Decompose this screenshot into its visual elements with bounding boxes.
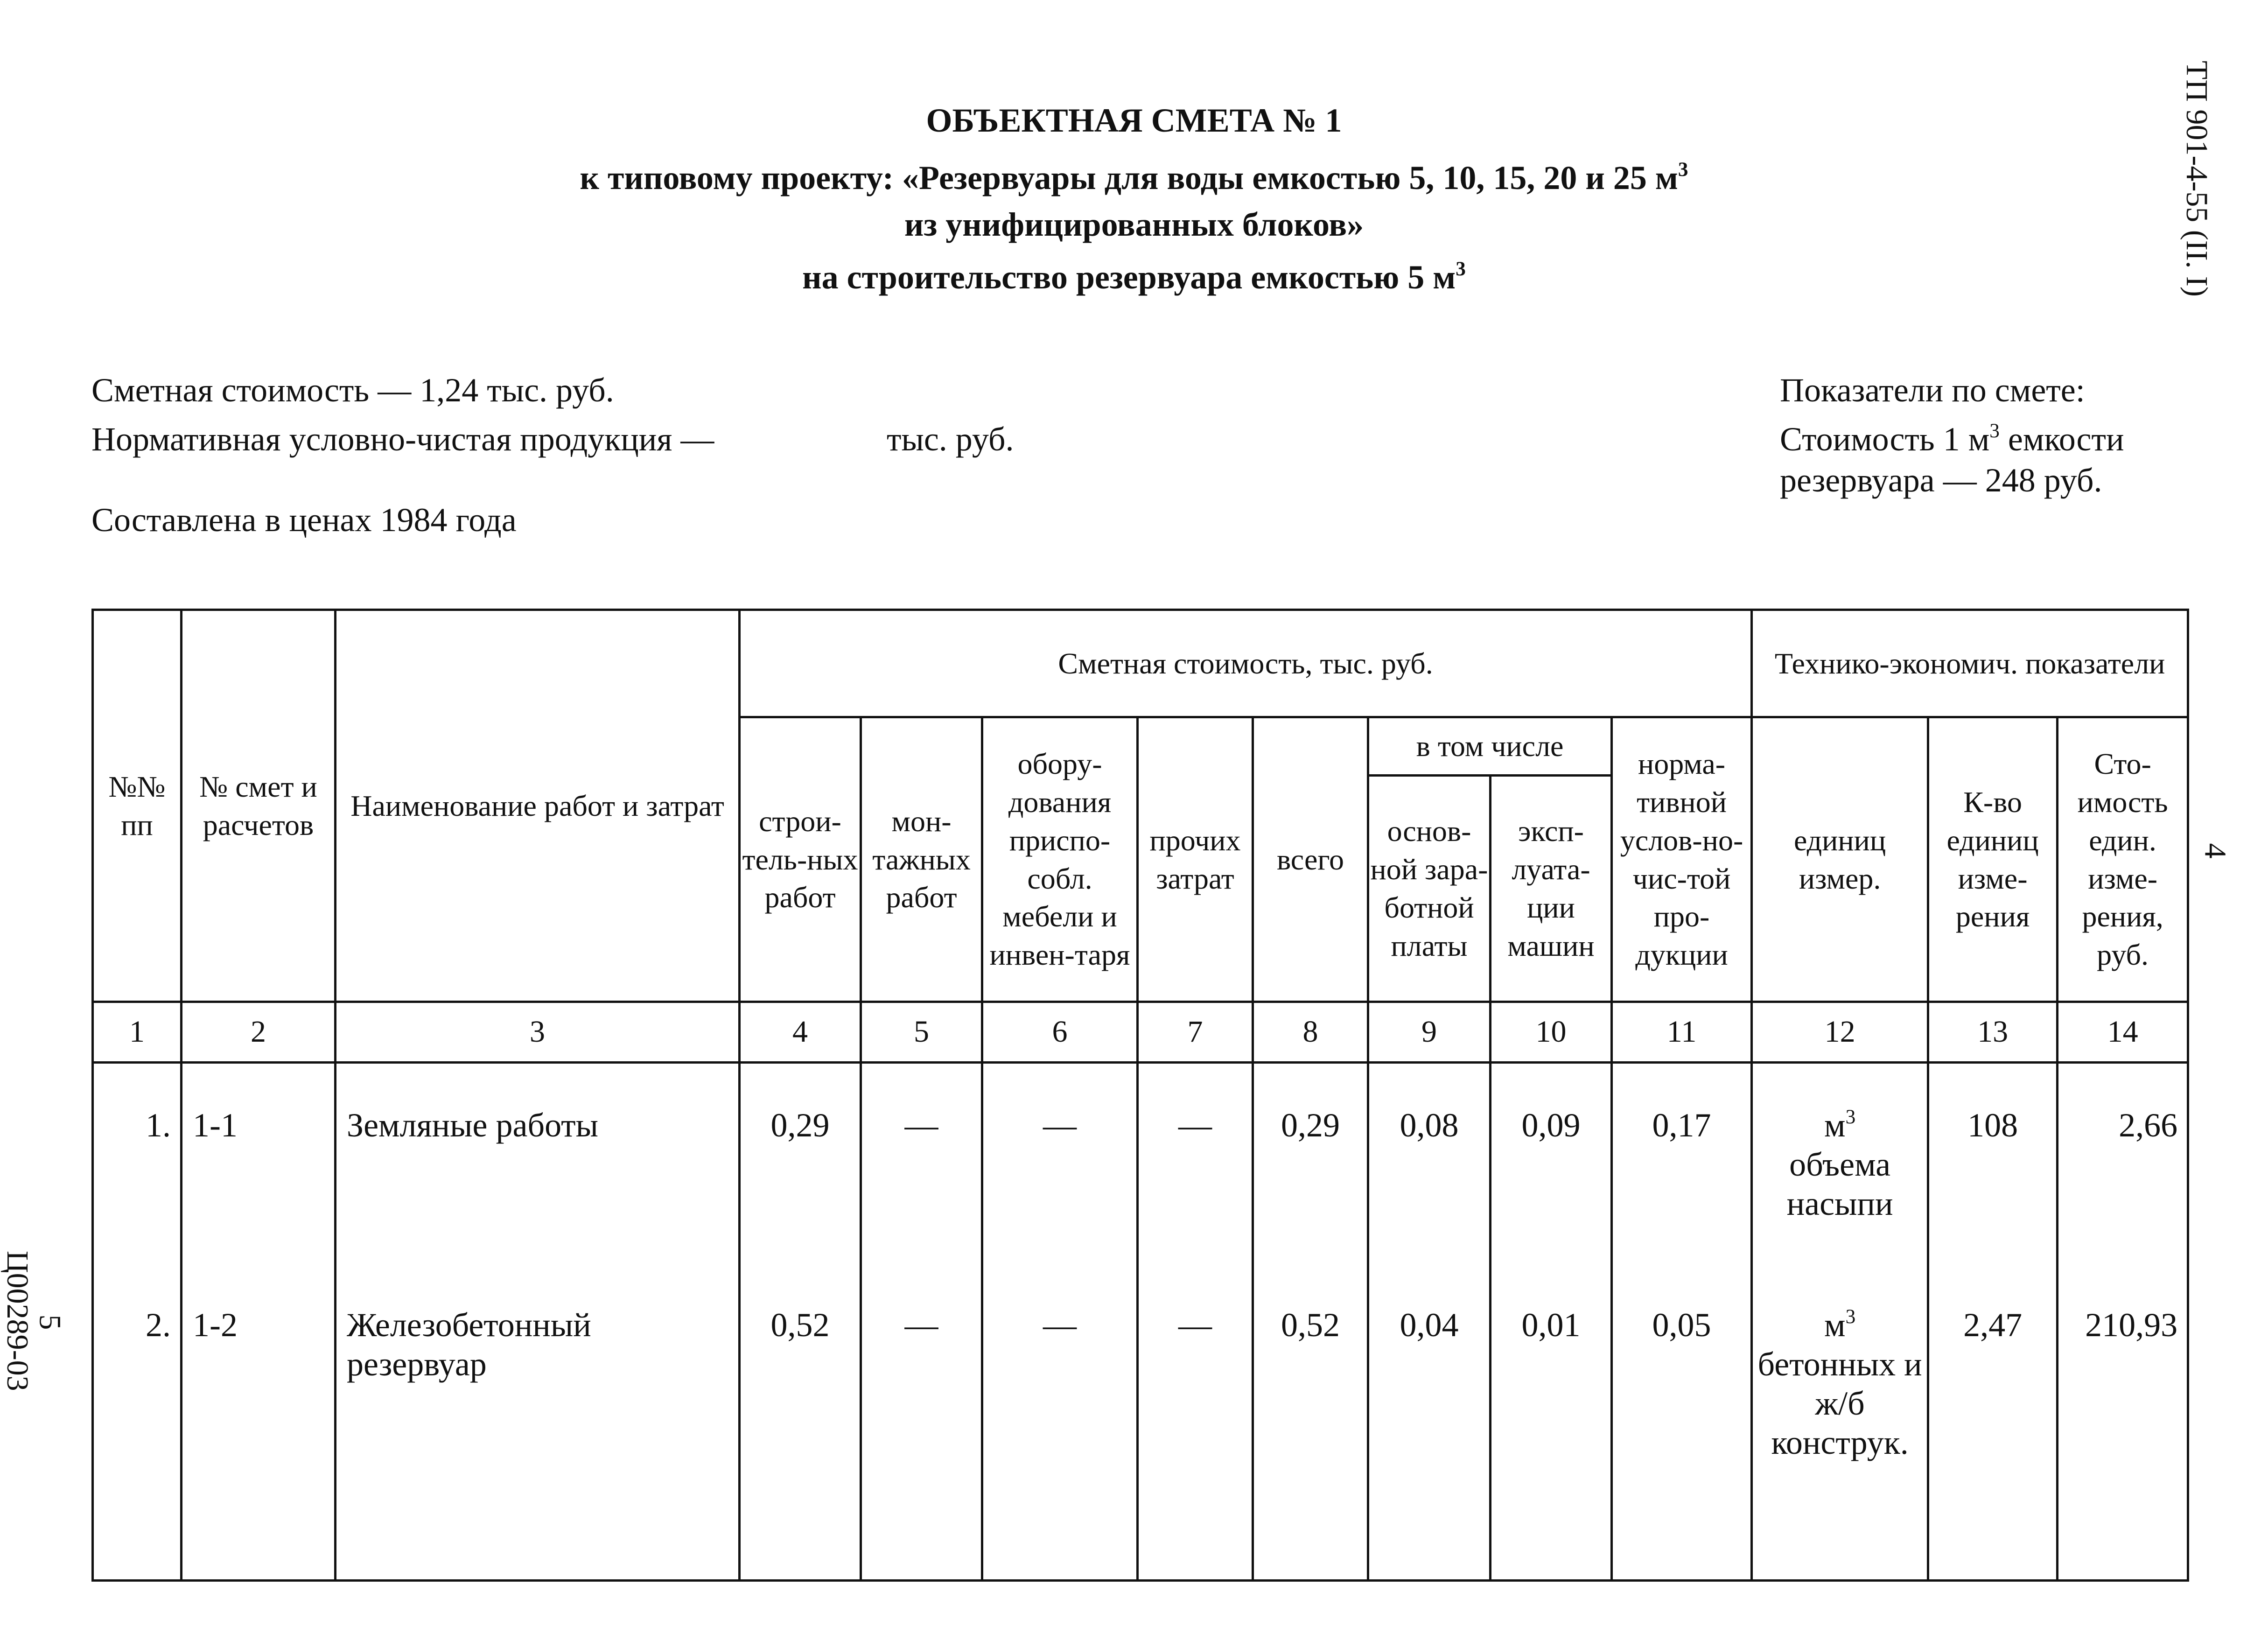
normative-unit: тыс. руб. bbox=[887, 421, 1014, 458]
row-number: 1. bbox=[93, 1063, 182, 1263]
column-number: 14 bbox=[2058, 1002, 2188, 1063]
row-other: — bbox=[1138, 1063, 1253, 1263]
col-header-total: всего bbox=[1253, 717, 1368, 1002]
row-wages: 0,08 bbox=[1368, 1063, 1491, 1263]
column-number: 11 bbox=[1612, 1002, 1752, 1063]
row-unit-cost: 2,66 bbox=[2058, 1063, 2188, 1263]
row-machines: 0,09 bbox=[1491, 1063, 1612, 1263]
col-header-unit: единиц измер. bbox=[1752, 717, 1928, 1002]
row-total: 0,29 bbox=[1253, 1063, 1368, 1263]
column-number: 1 bbox=[93, 1002, 182, 1063]
col-header-number: №№ пп bbox=[93, 610, 182, 1002]
row-mounting: — bbox=[861, 1263, 982, 1581]
column-number: 10 bbox=[1491, 1002, 1612, 1063]
column-number: 4 bbox=[740, 1002, 861, 1063]
row-unit: $м^3$ объема насыпи bbox=[1752, 1063, 1928, 1263]
row-wages: 0,04 bbox=[1368, 1263, 1491, 1581]
row-estimate: 1-1 bbox=[182, 1063, 336, 1263]
column-number: 13 bbox=[1928, 1002, 2058, 1063]
row-total: 0,52 bbox=[1253, 1263, 1368, 1581]
row-normative: 0,17 bbox=[1612, 1063, 1752, 1263]
indicators-line-2: резервуара — 248 руб. bbox=[1780, 462, 2102, 499]
page-title: ОБЪЕКТНАЯ СМЕТА № 1 bbox=[926, 102, 1342, 139]
row-unit: $м^3$ бетонных и ж/б конструк. bbox=[1752, 1263, 1928, 1581]
page-number-left: 5 bbox=[33, 1314, 67, 1330]
subtitle-line-3: на строительство резервуара емкостью 5 $м^3$ bbox=[802, 258, 1466, 296]
col-header-machines: эксп-луата-ции машин bbox=[1491, 776, 1612, 1002]
col-header-wages: основ-ной зара-ботной платы bbox=[1368, 776, 1491, 1002]
column-number: 9 bbox=[1368, 1002, 1491, 1063]
page-number-right: 4 bbox=[2198, 843, 2233, 859]
col-group-estimated-cost: Сметная стоимость, тыс. руб. bbox=[740, 610, 1752, 717]
row-name: Земляные работы bbox=[336, 1063, 740, 1263]
row-number: 2. bbox=[93, 1263, 182, 1581]
row-machines: 0,01 bbox=[1491, 1263, 1612, 1581]
col-header-unit-cost: Сто-имость един. изме-рения, руб. bbox=[2058, 717, 2188, 1002]
row-construction: 0,52 bbox=[740, 1263, 861, 1581]
estimate-table bbox=[91, 609, 2189, 1582]
column-number: 12 bbox=[1752, 1002, 1928, 1063]
column-number-row bbox=[93, 1002, 2188, 1063]
archive-code-left: Ц00289-03 bbox=[0, 1251, 35, 1391]
table-row bbox=[93, 1263, 2188, 1581]
col-header-name: Наименование работ и затрат bbox=[336, 610, 740, 1002]
row-other: — bbox=[1138, 1263, 1253, 1581]
col-header-quantity: К-во единиц изме-рения bbox=[1928, 717, 2058, 1002]
row-name: Железобетонный резервуар bbox=[336, 1263, 740, 1581]
col-group-including: в том числе bbox=[1368, 717, 1612, 776]
column-number: 8 bbox=[1253, 1002, 1368, 1063]
column-number: 5 bbox=[861, 1002, 982, 1063]
row-quantity: 2,47 bbox=[1928, 1263, 2058, 1581]
col-header-normative: норма-тивной услов-но-чис-той про-дукции bbox=[1612, 717, 1752, 1002]
row-quantity: 108 bbox=[1928, 1063, 2058, 1263]
col-header-equipment: обору-дования приспо-собл. мебели и инвен-таря bbox=[982, 717, 1138, 1002]
row-normative: 0,05 bbox=[1612, 1263, 1752, 1581]
col-group-tech-indicators: Технико-экономич. показатели bbox=[1752, 610, 2188, 717]
row-equipment: — bbox=[982, 1263, 1138, 1581]
row-estimate: 1-2 bbox=[182, 1263, 336, 1581]
row-mounting: — bbox=[861, 1063, 982, 1263]
indicators-title: Показатели по смете: bbox=[1780, 371, 2085, 409]
col-header-other: прочих затрат bbox=[1138, 717, 1253, 1002]
col-header-construction: строи-тель-ных работ bbox=[740, 717, 861, 1002]
subtitle-line-1: к типовому проекту: «Резервуары для воды емкостью 5, 10, 15, 20 и 25 $м^3$ bbox=[580, 158, 1688, 196]
column-number: 2 bbox=[182, 1002, 336, 1063]
column-number: 3 bbox=[336, 1002, 740, 1063]
table-row bbox=[93, 1063, 2188, 1263]
subtitle-line-2: из унифицированных блоков» bbox=[904, 206, 1364, 243]
normative-label: Нормативная условно-чистая продукция — bbox=[91, 421, 714, 458]
document-code-right: ТП 901-4-55 (II. I) bbox=[2180, 61, 2214, 297]
estimated-cost: Сметная стоимость — 1,24 тыс. руб. bbox=[91, 371, 614, 409]
row-construction: 0,29 bbox=[740, 1063, 861, 1263]
prices-year: Составлена в ценах 1984 года bbox=[91, 501, 517, 539]
row-equipment: — bbox=[982, 1063, 1138, 1263]
col-header-estimate: № смет и расчетов bbox=[182, 610, 336, 1002]
column-number: 6 bbox=[982, 1002, 1138, 1063]
indicators-line-1: Стоимость 1 $м^3$ емкости bbox=[1780, 420, 2124, 458]
column-number: 7 bbox=[1138, 1002, 1253, 1063]
row-unit-cost: 210,93 bbox=[2058, 1263, 2188, 1581]
col-header-mounting: мон-тажных работ bbox=[861, 717, 982, 1002]
